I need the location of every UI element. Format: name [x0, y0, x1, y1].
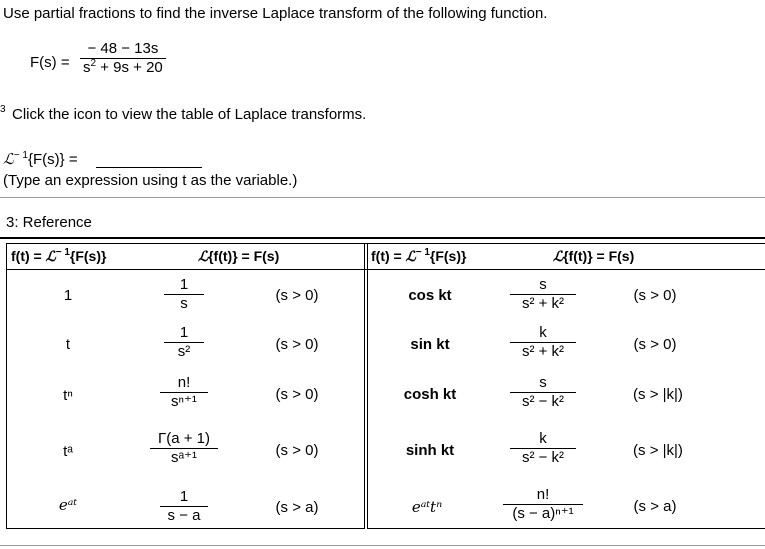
denominator: sⁿ⁺¹ — [171, 393, 197, 410]
header-prefix: f(t) = — [11, 248, 46, 264]
laplace-script: ℒ — [198, 249, 209, 265]
answer-lhs: {F(s)} = — [28, 151, 78, 168]
table-row-transform — [160, 488, 208, 525]
header-f-of-t-left — [11, 248, 106, 265]
table-row-condition: (s > 0) — [275, 386, 319, 403]
table-bottom-left-border — [6, 528, 365, 529]
table-row-transform — [164, 276, 204, 313]
table-row-transform-right — [503, 486, 583, 523]
header-rest: {F(s)} — [69, 248, 107, 264]
instruction-text: Use partial fractions to find the inverse Laplace transform of the following function. — [3, 5, 548, 22]
view-table-link[interactable]: Click the icon to view the table of Laplace transforms. — [12, 106, 367, 123]
denominator: (s − a)ⁿ⁺¹ — [512, 505, 574, 522]
table-row-condition-right: (s > |k|) — [633, 442, 683, 459]
inverse-exp: − 1 — [13, 150, 28, 161]
table-row-f-right: cos kt — [408, 287, 452, 304]
numerator: 1 — [179, 488, 189, 505]
table-row-f-right: eᵃᵗtⁿ — [411, 498, 443, 516]
numerator: k — [539, 324, 547, 341]
laplace-script: ℒ — [405, 249, 416, 265]
table-row-f: tᵃ — [63, 443, 73, 460]
function-denominator — [80, 59, 166, 77]
header-rest: {f(t)} = F(s) — [563, 248, 635, 264]
reference-mark: 3 — [0, 104, 6, 115]
den-exp: 2 — [90, 58, 97, 69]
reference-title: 3: Reference — [6, 214, 92, 231]
laplace-script: ℒ — [553, 249, 564, 265]
table-row-condition-right: (s > 0) — [633, 336, 677, 353]
table-row-transform-right — [510, 374, 576, 411]
header-transform-left — [198, 248, 279, 265]
table-row-transform — [164, 324, 204, 361]
numerator: k — [539, 430, 547, 447]
denominator: s − a — [167, 507, 201, 524]
table-row-transform — [150, 430, 218, 467]
denominator: s² — [177, 343, 191, 360]
header-f-of-t-right — [371, 248, 466, 265]
table-row-f: t — [65, 336, 71, 353]
laplace-script: ℒ — [45, 249, 56, 265]
table-row-condition-right: (s > 0) — [633, 287, 677, 304]
header-prefix: f(t) = — [371, 248, 406, 264]
table-row-f: 1 — [63, 287, 73, 304]
page-bottom-rule — [0, 545, 765, 546]
function-numerator: − 48 − 13s — [87, 40, 159, 57]
denominator: s² + k² — [521, 343, 565, 360]
den-s: s — [83, 59, 91, 76]
table-row-transform-right — [510, 430, 576, 467]
numerator: s — [539, 276, 547, 293]
header-rest: {F(s)} — [429, 248, 467, 264]
inverse-exp: − 1 — [415, 247, 430, 258]
numerator: s — [539, 374, 547, 391]
table-row-f-right: sin kt — [410, 336, 450, 353]
numerator: n! — [536, 486, 550, 503]
table-row-f-right: cosh kt — [403, 386, 457, 403]
hint-text: (Type an expression using t as the variable.) — [3, 172, 298, 189]
table-row-condition: (s > a) — [275, 499, 319, 516]
laplace-script: ℒ — [3, 150, 14, 168]
denominator: s — [180, 295, 188, 312]
denominator: s² − k² — [521, 393, 565, 410]
table-mid-left-border — [364, 243, 365, 528]
numerator: 1 — [179, 276, 189, 293]
table-mid-right-border — [367, 243, 368, 528]
answer-input[interactable] — [96, 150, 202, 168]
header-bottom-border — [6, 269, 765, 270]
header-top-border — [6, 243, 765, 244]
function-label: F(s) = — [30, 54, 70, 71]
table-left-border — [6, 243, 7, 528]
inverse-exp: − 1 — [55, 247, 70, 258]
table-row-condition-right: (s > |k|) — [633, 386, 683, 403]
table-row-transform-right — [510, 276, 576, 313]
table-row-transform — [160, 374, 208, 411]
numerator: Γ(a + 1) — [157, 430, 211, 447]
table-row-f-right: sinh kt — [405, 442, 455, 459]
header-rest: {f(t)} = F(s) — [208, 248, 280, 264]
table-row-condition: (s > 0) — [275, 442, 319, 459]
panel-divider — [0, 197, 765, 198]
table-top-rule — [0, 237, 765, 239]
answer-label — [3, 150, 78, 168]
table-row-f: tⁿ — [63, 387, 73, 404]
table-row-condition: (s > 0) — [275, 287, 319, 304]
table-bottom-right-border — [367, 528, 765, 529]
denominator: sᵃ⁺¹ — [171, 449, 197, 466]
function-fraction — [80, 40, 166, 77]
table-row-condition-right: (s > a) — [633, 498, 677, 515]
denominator: s² − k² — [521, 449, 565, 466]
numerator: n! — [177, 374, 191, 391]
header-transform-right — [553, 248, 634, 265]
table-row-f: eᵃᵗ — [58, 496, 78, 514]
table-row-condition: (s > 0) — [275, 336, 319, 353]
numerator: 1 — [179, 324, 189, 341]
table-row-transform-right — [510, 324, 576, 361]
denominator: s² + k² — [521, 295, 565, 312]
den-suffix: + 9s + 20 — [96, 59, 163, 76]
